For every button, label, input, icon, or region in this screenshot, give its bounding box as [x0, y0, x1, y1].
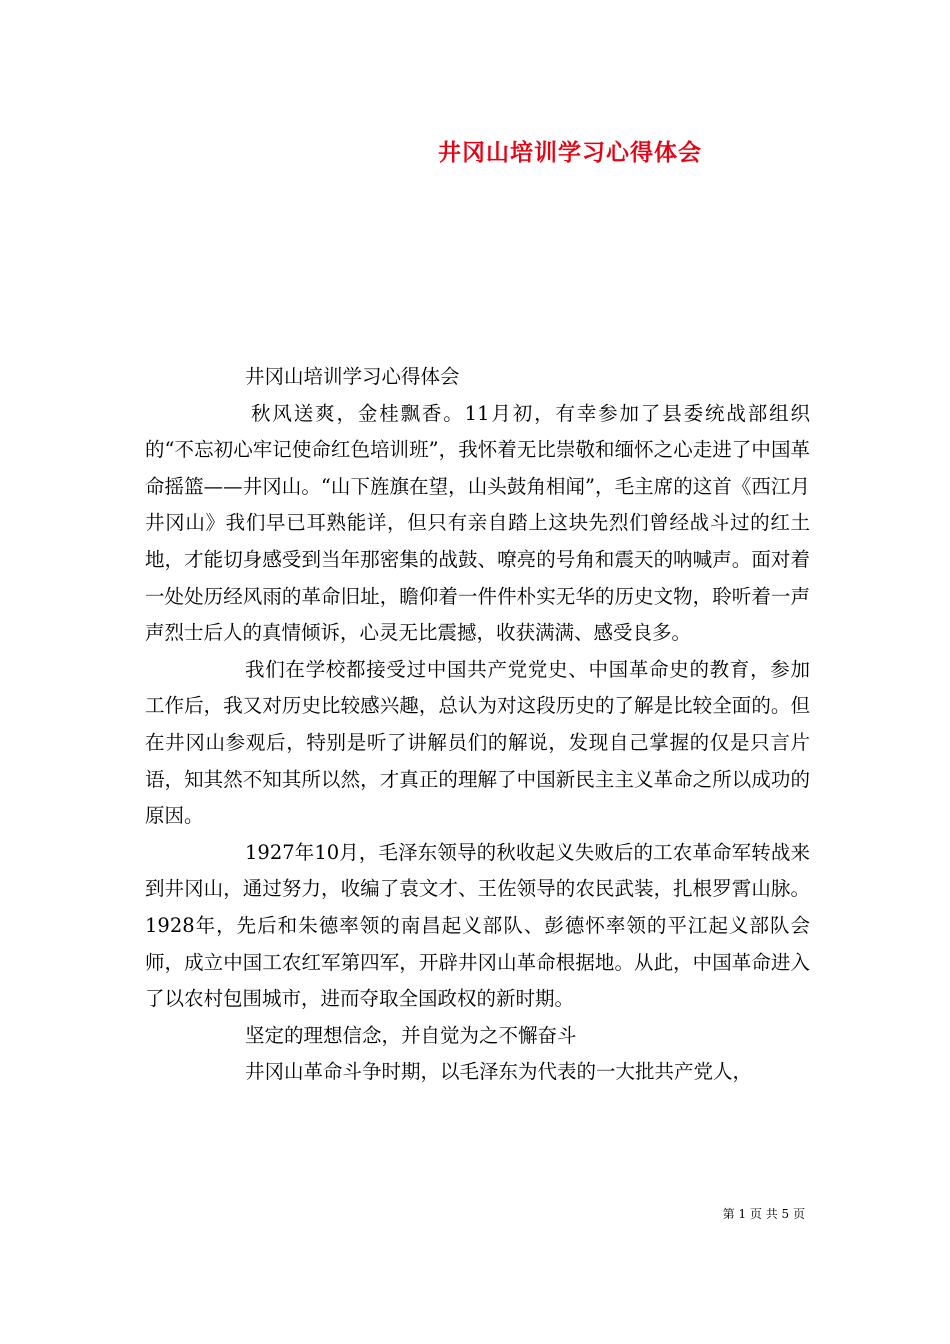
paragraph: 1927年10月，毛泽东领导的秋收起义失败后的工农革命军转战来到井冈山，通过努力，收编了袁文才、王佐领导的农民武装，扎根罗霄山脉。1928年，先后和朱德率领的南昌起义部队、彭德怀率领的平江起义部队会师，成立中国工农红军第四军，开辟井冈山革命根据地。从此，中国革命进入了以农村包围城市，进而夺取全国政权的新时期。 [145, 840, 810, 1011]
page-number: 第 1 页 共 5 页 [722, 1207, 805, 1221]
paragraph: 我们在学校都接受过中国共产党党史、中国革命史的教育，参加工作后，我又对历史比较感兴趣，总认为对这段历史的了解是比较全面的。但在井冈山参观后，特别是听了讲解员们的解说，发现自己掌握的仅是只言片语，知其然不知其所以然，才真正的理解了中国新民主主义革命之所以成功的原因。 [145, 657, 810, 828]
paragraph-subheading: 坚定的理想信念，并自觉为之不懈奋斗 [245, 1023, 577, 1047]
paragraph: 井冈山革命斗争时期，以毛泽东为代表的一大批共产党人， [245, 1060, 753, 1084]
paragraph-heading: 井冈山培训学习心得体会 [245, 365, 460, 388]
document-body [145, 359, 810, 1091]
paragraph: 秋风送爽，金桂飘香。11月初，有幸参加了县委统战部组织的“不忘初心牢记使命红色培训班”，我怀着无比崇敬和缅怀之心走进了中国革命摇篮——井冈山。“山下旌旗在望，山头鼓角相闻”，毛主席的这首《西江月井冈山》我们早已耳熟能详，但只有亲自踏上这块先烈们曾经战斗过的红土地，才能切身感受到当年那密集的战鼓、嘹亮的号角和震天的呐喊声。面对着一处处历经风雨的革命旧址，瞻仰着一件件朴实无华的历史文物，聆听着一声声烈士后人的真情倾诉，心灵无比震撼，收获满满、感受良多。 [145, 401, 810, 645]
document-title: 井冈山培训学习心得体会 [438, 139, 702, 166]
